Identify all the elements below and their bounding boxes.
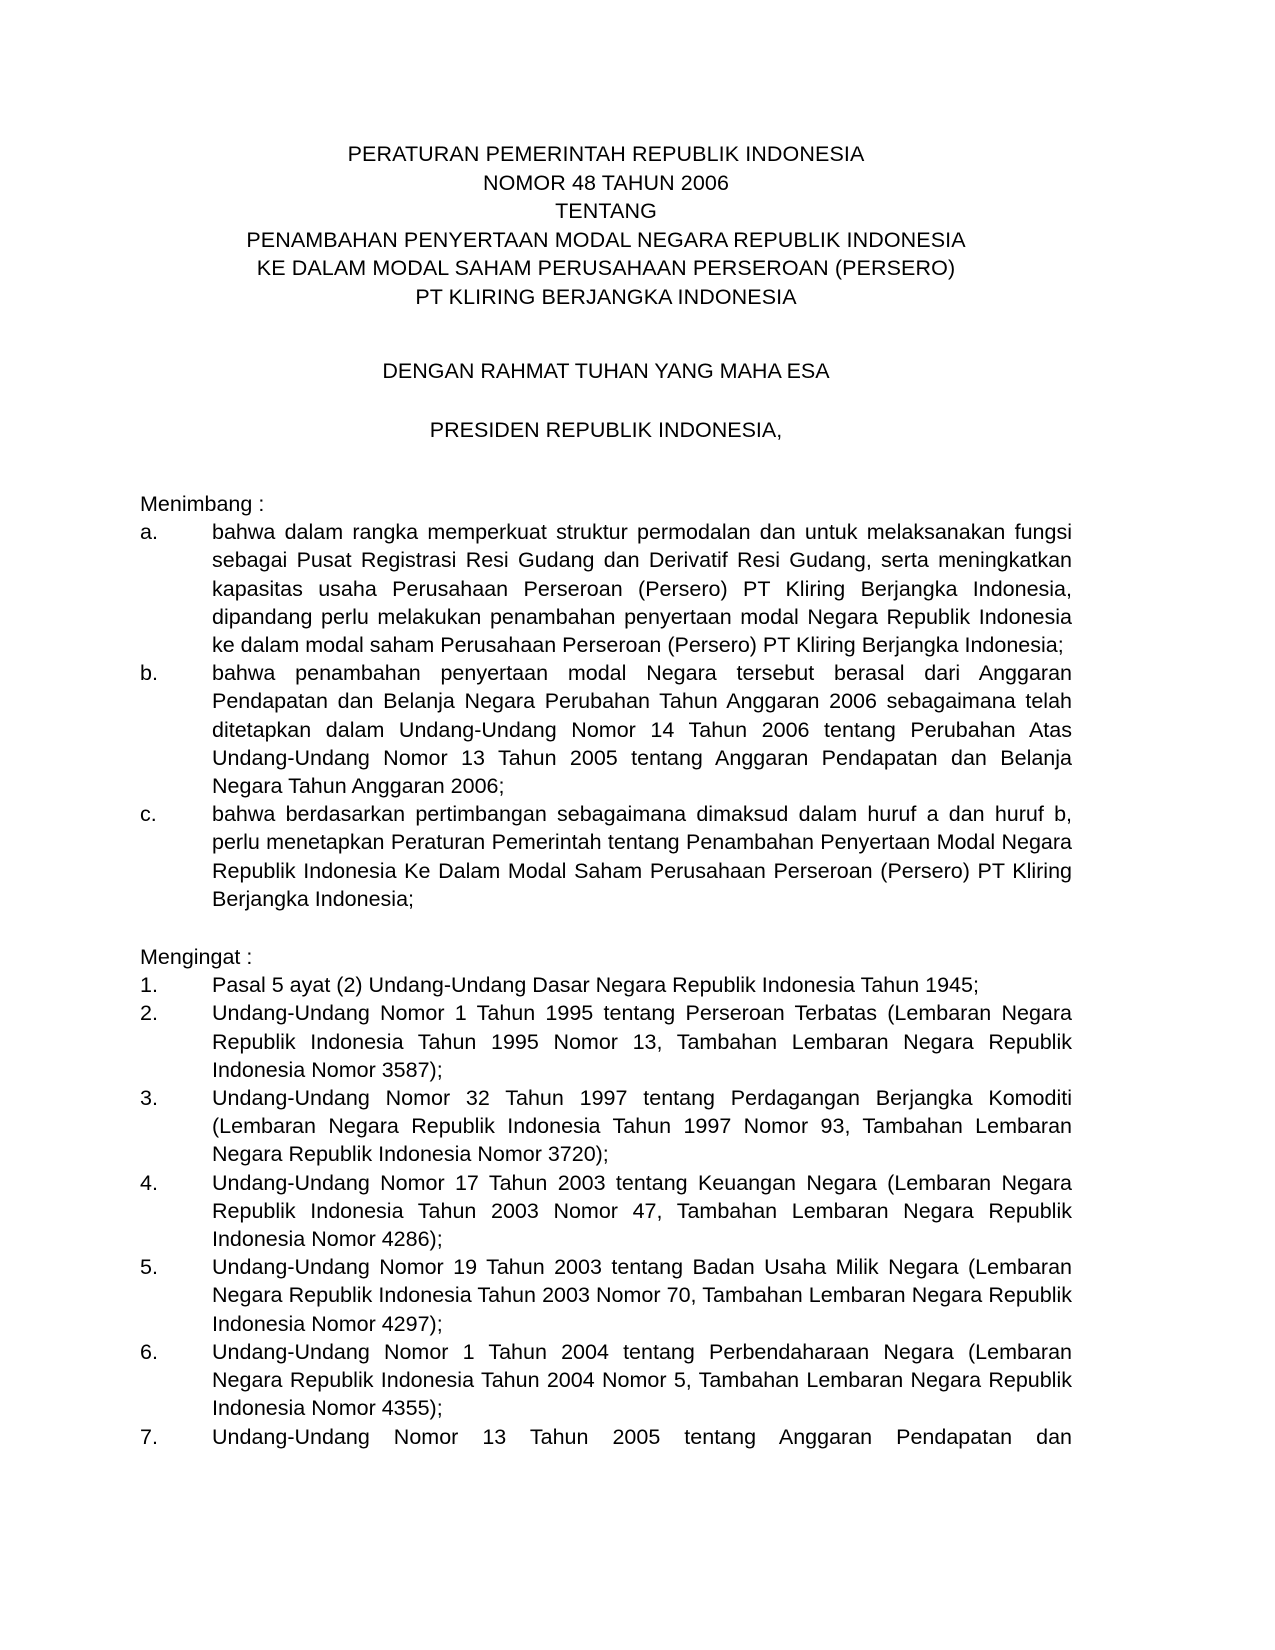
mengingat-item-7 xyxy=(140,1423,1072,1451)
blessing-line: DENGAN RAHMAT TUHAN YANG MAHA ESA xyxy=(382,359,830,383)
title-line-5: KE DALAM MODAL SAHAM PERUSAHAAN PERSEROAN (PERSERO) xyxy=(256,256,956,280)
menimbang-marker-a: a. xyxy=(140,520,158,545)
title-line-4: PENAMBAHAN PENYERTAAN MODAL NEGARA REPUBLIK INDONESIA xyxy=(246,227,966,252)
mengingat-label: Mengingat : xyxy=(140,945,253,970)
mengingat-marker-5: 5. xyxy=(140,1255,158,1280)
menimbang-text-c: bahwa berdasarkan pertimbangan sebagaimana dimaksud dalam huruf a dan huruf b, perlu menetapkan Peraturan Pemerintah tentang Penambahan Penyertaan Modal Negara Republik Indonesia Ke Dalam Modal Saham Perusahaan Perseroan (Persero) PT Kliring Berjangka Indonesia; xyxy=(212,802,1072,911)
mengingat-marker-3: 3. xyxy=(140,1086,158,1111)
document-title-block xyxy=(140,140,1072,311)
menimbang-text-b: bahwa penambahan penyertaan modal Negara tersebut berasal dari Anggaran Pendapatan dan Belanja Negara Perubahan Tahun Anggaran 2006 sebagaimana telah ditetapkan dalam Undang-Undang Nomor 14 Tahun 2006 tentang Perubahan Atas Undang-Undang Nomor 13 Tahun 2005 tentang Anggaran Pendapatan dan Belanja Negara Tahun Anggaran 2006; xyxy=(212,661,1072,799)
mengingat-marker-6: 6. xyxy=(140,1339,158,1364)
mengingat-text-7: Undang-Undang Nomor 13 Tahun 2005 tentang Anggaran Pendapatan dan xyxy=(212,1424,1072,1449)
menimbang-marker-b: b. xyxy=(140,661,158,686)
menimbang-item-a xyxy=(140,518,1072,659)
title-line-2: NOMOR 48 TAHUN 2006 xyxy=(482,170,730,195)
mengingat-text-4: Undang-Undang Nomor 17 Tahun 2003 tentang Keuangan Negara (Lembaran Negara Republik Indonesia Tahun 2003 Nomor 47, Tambahan Lembaran Negara Republik Indonesia Nomor 4286); xyxy=(212,1170,1072,1252)
mengingat-item-1 xyxy=(140,971,1072,999)
mengingat-text-6: Undang-Undang Nomor 1 Tahun 2004 tentang Perbendaharaan Negara (Lembaran Negara Republik Indonesia Tahun 2004 Nomor 5, Tambahan Lembaran Negara Republik Indonesia Nomor 4355); xyxy=(212,1339,1072,1421)
menimbang-section xyxy=(140,490,1072,913)
mengingat-marker-4: 4. xyxy=(140,1170,158,1195)
mengingat-item-2 xyxy=(140,999,1072,1084)
mengingat-item-6 xyxy=(140,1338,1072,1423)
title-line-6: PT KLIRING BERJANGKA INDONESIA xyxy=(415,284,797,309)
document-content xyxy=(140,140,1072,1451)
menimbang-item-c xyxy=(140,800,1072,913)
menimbang-item-b xyxy=(140,659,1072,800)
mengingat-marker-2: 2. xyxy=(140,1001,158,1026)
title-line-3: TENTANG xyxy=(555,199,657,223)
mengingat-section xyxy=(140,943,1072,1451)
mengingat-text-2: Undang-Undang Nomor 1 Tahun 1995 tentang Perseroan Terbatas (Lembaran Negara Republik Indonesia Tahun 1995 Nomor 13, Tambahan Lembaran Negara Republik Indonesia Nomor 3587); xyxy=(212,1001,1072,1082)
title-line-1: PERATURAN PEMERINTAH REPUBLIK INDONESIA xyxy=(347,142,865,166)
menimbang-text-a: bahwa dalam rangka memperkuat struktur permodalan dan untuk melaksanakan fungsi sebagai Pusat Registrasi Resi Gudang dan Derivatif Resi Gudang, serta meningkatkan kapasitas usaha Perusahaan Perseroan (Persero) PT Kliring Berjangka Indonesia, dipandang perlu melakukan penambahan penyertaan modal Negara Republik Indonesia ke dalam modal saham Perusahaan Perseroan (Persero) PT Kliring Berjangka Indonesia; xyxy=(212,520,1072,658)
mengingat-item-3 xyxy=(140,1084,1072,1169)
menimbang-label: Menimbang : xyxy=(140,492,265,516)
menimbang-marker-c: c. xyxy=(140,802,157,827)
mengingat-marker-7: 7. xyxy=(140,1424,158,1449)
authority-line: PRESIDEN REPUBLIK INDONESIA, xyxy=(429,417,783,442)
mengingat-marker-1: 1. xyxy=(140,973,158,998)
mengingat-text-1: Pasal 5 ayat (2) Undang-Undang Dasar Negara Republik Indonesia Tahun 1945; xyxy=(212,973,979,998)
mengingat-item-5 xyxy=(140,1253,1072,1338)
mengingat-text-3: Undang-Undang Nomor 32 Tahun 1997 tentang Perdagangan Berjangka Komoditi (Lembaran Negara Republik Indonesia Tahun 1997 Nomor 93, Tambahan Lembaran Negara Republik Indonesia Nomor 3720); xyxy=(212,1086,1072,1167)
mengingat-text-5: Undang-Undang Nomor 19 Tahun 2003 tentang Badan Usaha Milik Negara (Lembaran Negara Republik Indonesia Tahun 2003 Nomor 70, Tambahan Lembaran Negara Republik Indonesia Nomor 4297); xyxy=(212,1255,1072,1336)
mengingat-item-4 xyxy=(140,1169,1072,1254)
